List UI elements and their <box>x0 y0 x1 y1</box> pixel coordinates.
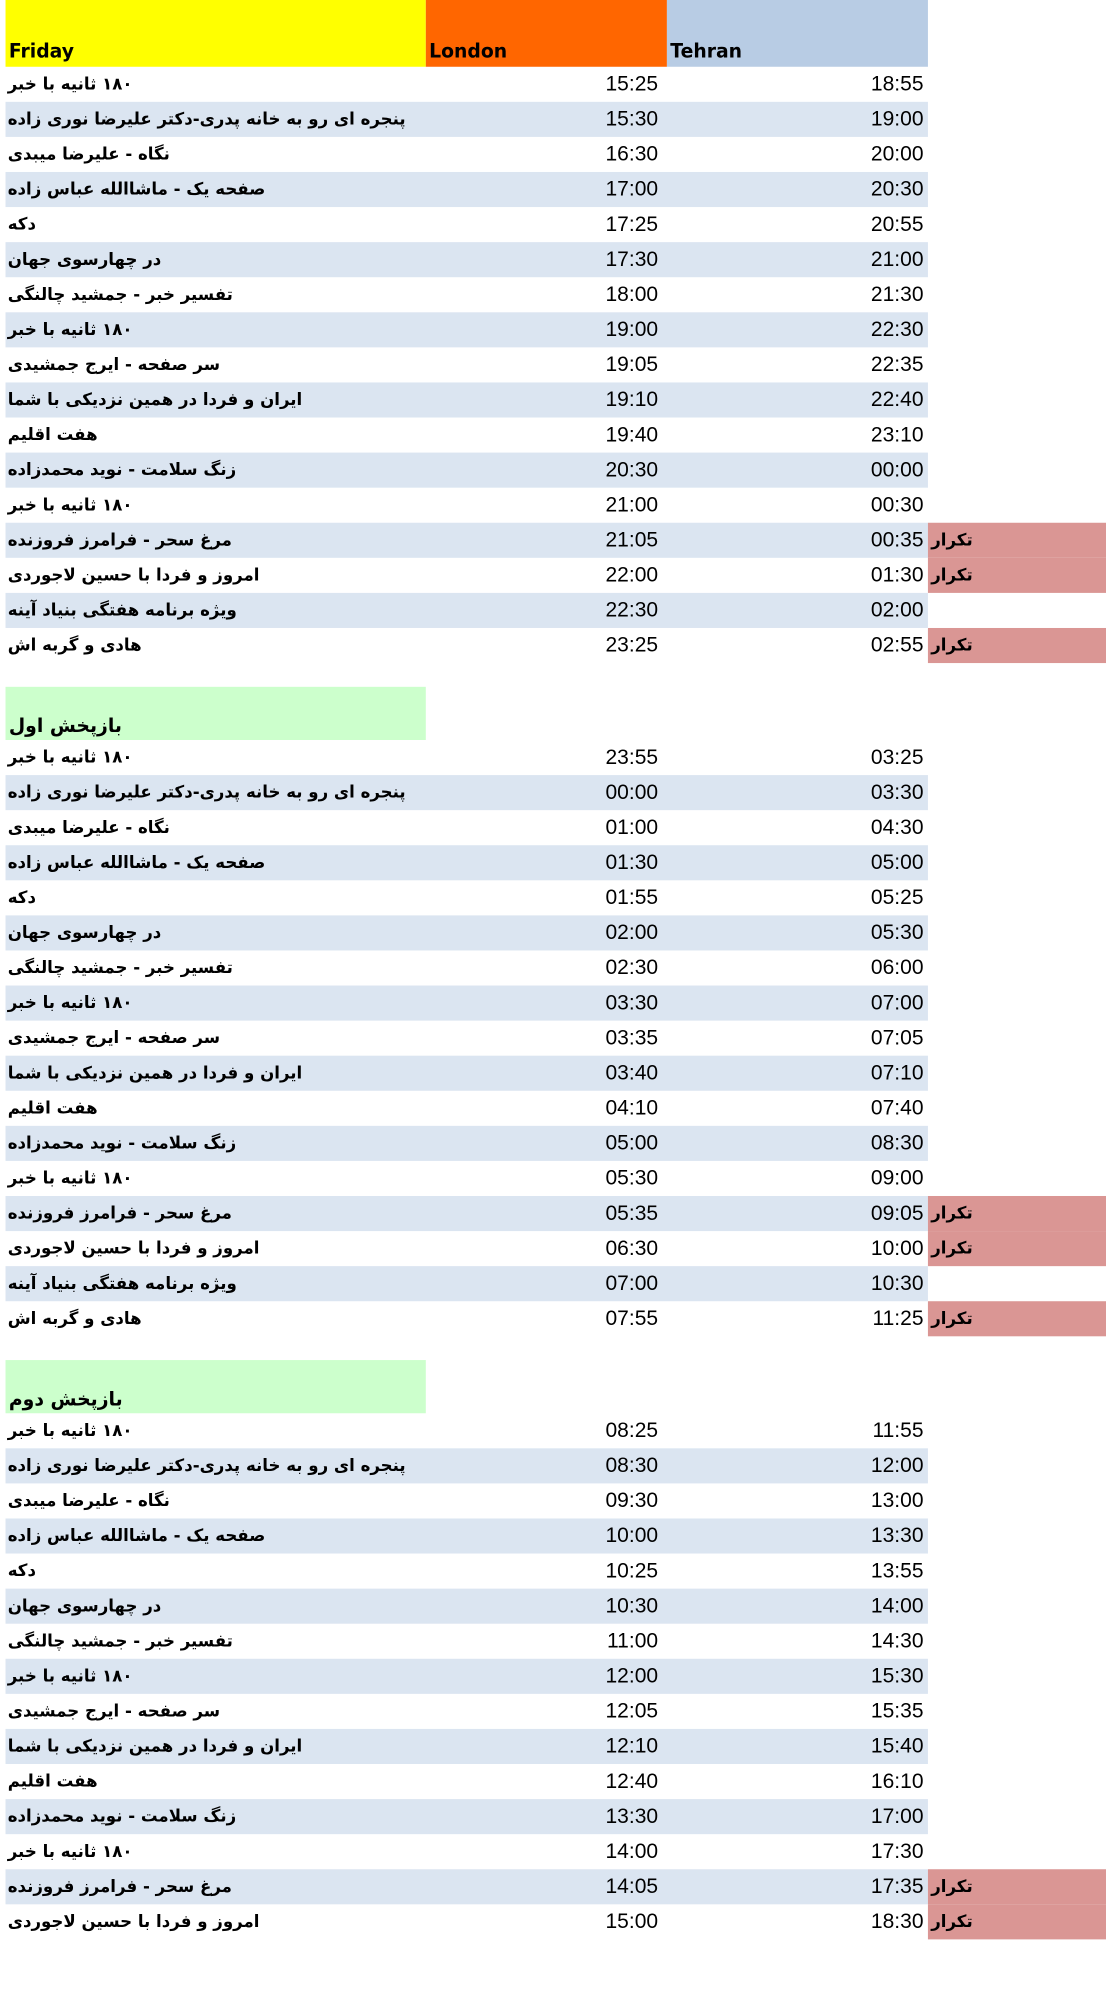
repeat-badge: تکرار <box>928 523 1106 558</box>
program-name: ایران و فردا در همین نزدیکی با شما <box>7 1735 303 1757</box>
tehran-time: 21:00 <box>870 247 924 272</box>
london-time: 17:25 <box>605 212 659 237</box>
london-time: 12:05 <box>605 1699 659 1724</box>
tehran-time: 22:40 <box>870 388 924 412</box>
program-name: مرغ سحر - فرامرز فروزنده <box>7 1876 232 1897</box>
program-name: ویژه برنامه هفتگی بنیاد آینه <box>7 599 237 621</box>
london-time: 19:05 <box>605 353 659 377</box>
london-time: 08:30 <box>605 1453 659 1478</box>
london-time: 02:30 <box>605 956 659 980</box>
tehran-time: 07:05 <box>870 1026 924 1051</box>
column-header-row <box>6 0 928 67</box>
tehran-time: 16:10 <box>870 1769 924 1794</box>
london-time: 15:00 <box>605 1909 659 1934</box>
tehran-time: 12:00 <box>870 1453 924 1478</box>
tehran-time: 07:10 <box>870 1061 924 1086</box>
london-time: 10:00 <box>605 1524 659 1548</box>
london-time: 19:10 <box>605 388 659 412</box>
table-row <box>6 207 928 242</box>
section-header: بازپخش دوم <box>6 1360 426 1413</box>
table-row <box>6 1413 928 1448</box>
tehran-time: 06:00 <box>870 956 924 980</box>
london-time: 14:00 <box>605 1839 659 1864</box>
tehran-time: 04:30 <box>870 815 924 840</box>
program-name: پنجره ای رو به خانه پدری-دکتر علیرضا نوری زاده <box>7 108 406 129</box>
tehran-time: 00:35 <box>870 528 924 553</box>
table-row <box>6 775 928 810</box>
program-name: ۱۸۰ ثانیه با خبر <box>7 1665 133 1686</box>
tehran-time: 02:00 <box>870 598 924 623</box>
table-row <box>6 950 928 985</box>
tehran-time: 17:00 <box>870 1804 924 1829</box>
london-time: 12:00 <box>605 1664 659 1689</box>
program-name: امروز و فردا با حسین لاجوردی <box>7 1237 260 1259</box>
program-name: تفسیر خبر - جمشید چالنگی <box>7 1630 233 1651</box>
table-row <box>6 1518 928 1553</box>
london-time: 11:00 <box>607 1629 659 1654</box>
london-time: 17:00 <box>605 177 659 202</box>
london-time: 04:10 <box>605 1096 659 1121</box>
tehran-time: 00:30 <box>870 493 924 518</box>
repeat-badge: تکرار <box>928 1196 1106 1231</box>
program-name: زنگ سلامت - نوید محمدزاده <box>7 1805 237 1827</box>
repeat-badge: تکرار <box>928 1869 1106 1904</box>
program-name: پنجره ای رو به خانه پدری-دکتر علیرضا نوری زاده <box>7 1455 406 1476</box>
program-name: ایران و فردا در همین نزدیکی با شما <box>7 1062 303 1083</box>
london-time: 14:05 <box>605 1874 659 1899</box>
program-name: صفحه یک - ماشاالله عباس زاده <box>7 1525 266 1546</box>
london-time: 23:25 <box>605 633 659 658</box>
table-row <box>6 740 928 775</box>
tehran-time: 01:30 <box>870 563 924 588</box>
table-row <box>6 1091 928 1126</box>
london-time: 23:55 <box>605 745 659 770</box>
table-row <box>6 277 928 312</box>
london-time: 07:00 <box>605 1271 659 1296</box>
tehran-time: 13:30 <box>870 1524 924 1548</box>
tehran-time: 05:00 <box>870 850 924 875</box>
program-name: سر صفحه - ایرج جمشیدی <box>7 1027 221 1048</box>
table-row <box>6 593 928 628</box>
program-name: ایران و فردا در همین نزدیکی با شما <box>7 389 303 410</box>
tehran-time: 03:30 <box>870 780 924 805</box>
repeat-badge: تکرار <box>928 1904 1106 1939</box>
table-row <box>6 1694 928 1729</box>
london-time: 10:30 <box>605 1594 659 1619</box>
london-time: 12:10 <box>605 1734 659 1759</box>
table-row <box>6 382 928 417</box>
table-row <box>6 347 928 382</box>
tehran-time: 13:55 <box>870 1559 924 1583</box>
london-time: 05:30 <box>605 1166 659 1191</box>
program-name: دکه <box>7 887 36 908</box>
tehran-time: 20:55 <box>870 212 924 237</box>
london-time: 18:00 <box>605 282 659 307</box>
program-name: ۱۸۰ ثانیه با خبر <box>7 73 133 94</box>
table-row <box>6 558 928 593</box>
table-row <box>6 628 928 663</box>
program-name: سر صفحه - ایرج جمشیدی <box>7 1700 221 1722</box>
tehran-time: 22:30 <box>870 317 924 342</box>
table-row <box>6 172 928 207</box>
program-name: ۱۸۰ ثانیه با خبر <box>7 746 133 768</box>
london-time: 16:30 <box>605 142 659 167</box>
section-header: بازپخش اول <box>6 687 426 740</box>
tehran-time: 18:30 <box>870 1909 924 1934</box>
table-row <box>6 915 928 950</box>
table-row <box>6 1869 928 1904</box>
program-name: امروز و فردا با حسین لاجوردی <box>7 564 260 585</box>
tehran-time: 07:00 <box>870 991 924 1015</box>
table-row <box>6 1126 928 1161</box>
london-time: 22:30 <box>605 598 659 623</box>
london-time: 05:35 <box>605 1201 659 1226</box>
header-london: London <box>426 0 667 67</box>
tehran-time: 20:30 <box>870 177 924 202</box>
london-time: 07:55 <box>605 1306 659 1331</box>
tehran-time: 11:55 <box>872 1418 924 1443</box>
tehran-time: 07:40 <box>870 1096 924 1121</box>
table-row <box>6 67 928 102</box>
program-name: ویژه برنامه هفتگی بنیاد آینه <box>7 1272 237 1294</box>
program-name: دکه <box>7 1560 36 1581</box>
london-time: 20:30 <box>605 458 659 483</box>
tehran-time: 14:30 <box>870 1629 924 1654</box>
program-name: ۱۸۰ ثانیه با خبر <box>7 1840 133 1862</box>
table-row <box>6 1764 928 1799</box>
repeat-badge: تکرار <box>928 628 1106 663</box>
program-name: هفت اقلیم <box>7 424 98 445</box>
table-row <box>6 488 928 523</box>
table-row <box>6 1729 928 1764</box>
tehran-time: 15:40 <box>870 1734 924 1759</box>
tehran-time: 11:25 <box>872 1306 924 1331</box>
table-row <box>6 1554 928 1589</box>
table-row <box>6 810 928 845</box>
program-name: ۱۸۰ ثانیه با خبر <box>7 992 133 1013</box>
london-time: 21:05 <box>605 528 659 553</box>
program-name: نگاه - علیرضا میبدی <box>7 1490 170 1511</box>
program-name: پنجره ای رو به خانه پدری-دکتر علیرضا نوری زاده <box>7 781 406 803</box>
tehran-time: 09:05 <box>870 1201 924 1226</box>
table-row <box>6 523 928 558</box>
table-row <box>6 1161 928 1196</box>
program-name: صفحه یک - ماشاالله عباس زاده <box>7 178 266 200</box>
tehran-time: 17:30 <box>870 1839 924 1864</box>
london-time: 03:35 <box>605 1026 659 1051</box>
program-name: امروز و فردا با حسین لاجوردی <box>7 1911 260 1932</box>
program-name: در چهارسوی جهان <box>7 1595 162 1616</box>
table-row <box>6 137 928 172</box>
repeat-badge: تکرار <box>928 1301 1106 1336</box>
repeat-badge: تکرار <box>928 1231 1106 1266</box>
tehran-time: 19:00 <box>870 107 924 132</box>
header-friday: Friday <box>6 0 426 67</box>
program-name: هادی و گربه اش <box>7 634 142 656</box>
program-name: مرغ سحر - فرامرز فروزنده <box>7 1202 232 1224</box>
repeat-badge: تکرار <box>928 558 1106 593</box>
london-time: 13:30 <box>605 1804 659 1829</box>
table-row <box>6 880 928 915</box>
program-name: در چهارسوی جهان <box>7 922 162 943</box>
table-row <box>6 1904 928 1939</box>
tehran-time: 14:00 <box>870 1594 924 1619</box>
program-name: صفحه یک - ماشاالله عباس زاده <box>7 852 266 873</box>
tehran-time: 20:00 <box>870 142 924 167</box>
program-name: ۱۸۰ ثانیه با خبر <box>7 1167 133 1189</box>
london-time: 03:30 <box>605 991 659 1015</box>
program-name: زنگ سلامت - نوید محمدزاده <box>7 1132 237 1153</box>
table-row <box>6 1021 928 1056</box>
table-row <box>6 418 928 453</box>
program-name: هفت اقلیم <box>7 1770 98 1792</box>
table-row <box>6 1448 928 1483</box>
table-row <box>6 1589 928 1624</box>
london-time: 03:40 <box>605 1061 659 1086</box>
tehran-time: 15:30 <box>870 1664 924 1689</box>
london-time: 12:40 <box>605 1769 659 1794</box>
london-time: 19:00 <box>605 317 659 342</box>
london-time: 15:25 <box>605 72 659 97</box>
london-time: 10:25 <box>605 1559 659 1583</box>
program-name: مرغ سحر - فرامرز فروزنده <box>7 529 232 550</box>
tehran-time: 21:30 <box>870 282 924 307</box>
tehran-time: 08:30 <box>870 1131 924 1156</box>
program-name: نگاه - علیرضا میبدی <box>7 143 170 165</box>
london-time: 05:00 <box>605 1131 659 1156</box>
program-name: سر صفحه - ایرج جمشیدی <box>7 354 221 375</box>
london-time: 01:55 <box>605 885 659 910</box>
program-name: نگاه - علیرضا میبدی <box>7 816 170 838</box>
london-time: 06:30 <box>605 1236 659 1261</box>
london-time: 09:30 <box>605 1489 659 1513</box>
table-row <box>6 1483 928 1518</box>
tehran-time: 10:30 <box>870 1271 924 1296</box>
table-row <box>6 312 928 347</box>
table-row <box>6 1231 928 1266</box>
table-row <box>6 845 928 880</box>
program-name: هفت اقلیم <box>7 1097 98 1118</box>
program-name: دکه <box>7 213 36 235</box>
table-row <box>6 1056 928 1091</box>
london-time: 08:25 <box>605 1418 659 1443</box>
header-tehran: Tehran <box>667 0 928 67</box>
tehran-time: 13:00 <box>870 1489 924 1513</box>
tehran-time: 05:30 <box>870 921 924 945</box>
program-name: ۱۸۰ ثانیه با خبر <box>7 494 133 515</box>
london-time: 17:30 <box>605 247 659 272</box>
table-row <box>6 986 928 1021</box>
program-name: در چهارسوی جهان <box>7 248 162 270</box>
london-time: 19:40 <box>605 423 659 447</box>
table-row <box>6 1624 928 1659</box>
table-row <box>6 1196 928 1231</box>
program-name: زنگ سلامت - نوید محمدزاده <box>7 459 237 480</box>
tehran-time: 10:00 <box>870 1236 924 1261</box>
tehran-time: 02:55 <box>870 633 924 658</box>
london-time: 15:30 <box>605 107 659 132</box>
tehran-time: 05:25 <box>870 885 924 910</box>
table-row <box>6 1301 928 1336</box>
tehran-time: 18:55 <box>870 72 924 97</box>
program-name: تفسیر خبر - جمشید چالنگی <box>7 284 233 305</box>
tehran-time: 03:25 <box>870 745 924 770</box>
table-row <box>6 1659 928 1694</box>
london-time: 01:00 <box>605 815 659 840</box>
table-row <box>6 453 928 488</box>
tehran-time: 09:00 <box>870 1166 924 1191</box>
london-time: 01:30 <box>605 850 659 875</box>
table-row <box>6 102 928 137</box>
tehran-time: 17:35 <box>870 1874 924 1899</box>
london-time: 21:00 <box>605 493 659 518</box>
table-row <box>6 1799 928 1834</box>
program-name: ۱۸۰ ثانیه با خبر <box>7 1420 133 1441</box>
program-name: ۱۸۰ ثانیه با خبر <box>7 319 133 340</box>
table-row <box>6 1834 928 1869</box>
london-time: 00:00 <box>605 780 659 805</box>
tehran-time: 22:35 <box>870 353 924 377</box>
london-time: 02:00 <box>605 921 659 945</box>
table-row <box>6 242 928 277</box>
program-name: هادی و گربه اش <box>7 1308 142 1329</box>
tehran-time: 00:00 <box>870 458 924 483</box>
program-name: تفسیر خبر - جمشید چالنگی <box>7 957 233 978</box>
tehran-time: 23:10 <box>870 423 924 447</box>
tehran-time: 15:35 <box>870 1699 924 1724</box>
london-time: 22:00 <box>605 563 659 588</box>
table-row <box>6 1266 928 1301</box>
